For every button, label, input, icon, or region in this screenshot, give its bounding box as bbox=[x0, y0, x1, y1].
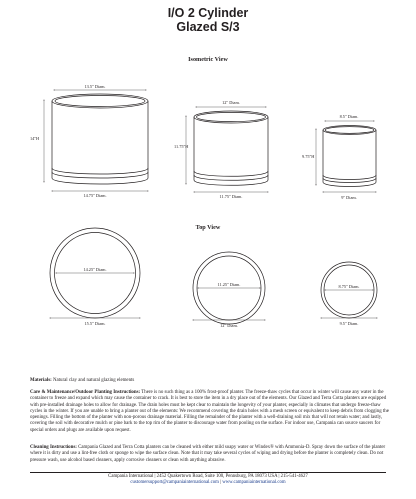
cleaning-paragraph bbox=[30, 445, 390, 464]
small-planter-top-view bbox=[321, 262, 377, 318]
care-text: There is no such thing as a 100% frost-proof planter. The freeze-thaw cycles that occur in winter will cause any water in the container to freeze and expand which may cause the container to crack. It is best to store the item in a dry place out of the elements. Our Glazed and Terra Cotta planters are equipped with pre-installed drainage holes to allow for drainage. The drain holes must be kept clear to maintain the longevity of your planter, especially in climates that undergo freeze-thaw cycles in the winter. If you are unable to bring a planter out of the elements: We recommend covering the drain holes with a mesh screen or equivalent to keep debris from clogging the openings. Filling the bottom of the planter with non-porous drainage material. Filling the remainder of the planter with a well-draining soil mix that will not retain water; and lastly, covering the soil with decorative mulch or pine bark to the top rim of the planter to discourage water from pooling on the surface. For indoor use, Campania can source saucers for special orders and plugs are available upon request. bbox=[30, 390, 389, 433]
large-top-diameter-label: 13.5" Diam. bbox=[84, 84, 106, 89]
medium-height-label: 11.75"H bbox=[174, 144, 189, 149]
small-inner-diameter-label: 8.75" Diam. bbox=[338, 284, 360, 289]
small-bottom-diameter-label: 9" Diam. bbox=[341, 195, 357, 200]
document-title: I/O 2 Cylinder bbox=[167, 6, 249, 20]
medium-planter-isometric bbox=[186, 107, 268, 192]
large-inner-diameter-label: 14.25" Diam. bbox=[83, 267, 107, 272]
large-planter-isometric bbox=[44, 90, 148, 191]
large-bottom-diameter-label: 14.75" Diam. bbox=[83, 193, 107, 198]
small-top-diameter-label: 8.5" Diam. bbox=[339, 114, 359, 119]
cleaning-label: Cleaning Instructions: bbox=[30, 445, 77, 450]
footer-email-link[interactable]: customersupport@campaniainternational.com bbox=[130, 480, 219, 485]
large-outer-diameter-label: 15.5" Diam. bbox=[84, 321, 106, 326]
medium-top-diameter-label: 12" Diam. bbox=[222, 100, 240, 105]
materials-label: Materials: bbox=[30, 378, 52, 383]
top-view-heading: Top View bbox=[195, 224, 221, 231]
small-outer-diameter-label: 9.5" Diam. bbox=[339, 321, 359, 326]
medium-inner-diameter-label: 11.25" Diam. bbox=[217, 282, 241, 287]
materials-text: Natural clay and natural glazing elements bbox=[51, 378, 135, 383]
medium-outer-diameter-label: 12" Diam. bbox=[220, 323, 238, 328]
small-height-label: 9.75"H bbox=[302, 154, 315, 159]
isometric-view-heading: Isometric View bbox=[188, 56, 228, 63]
large-height-label: 14"H bbox=[30, 136, 40, 141]
document-subtitle: Glazed S/3 bbox=[176, 20, 240, 34]
footer-contact bbox=[0, 480, 416, 486]
small-planter-isometric bbox=[316, 121, 376, 192]
care-paragraph bbox=[30, 390, 390, 434]
medium-planter-top-view bbox=[193, 252, 265, 324]
care-label: Care & Maintenance/Outdoor Planting Instructions: bbox=[30, 390, 141, 395]
footer-separator: | bbox=[218, 480, 223, 485]
large-planter-top-view bbox=[50, 228, 140, 318]
materials-paragraph bbox=[30, 378, 390, 384]
footer-website-link[interactable]: www.campaniainternational.com bbox=[222, 480, 286, 485]
footer-address: Campania International | 2452 Quakertown Road, Suite 100, Pennsburg, PA 18073 USA | 215-541-4627 bbox=[108, 474, 308, 479]
cleaning-text: Campania Glazed and Terra Cotta planters can be cleaned with either mild soapy water or Windex® with Ammonia-D. Spray down the surface of the planter where it is dirty and use a lint-free cloth or sponge to wipe the surface clean. Note that it may take several cycles of wiping and drying before the planter is completely clean. Do not pressure wash, use alcohol based cleaners, apply corrosive cleaners or clean with anything abrasive. bbox=[30, 445, 386, 463]
footer-divider bbox=[30, 472, 386, 473]
medium-bottom-diameter-label: 11.75" Diam. bbox=[219, 194, 243, 199]
